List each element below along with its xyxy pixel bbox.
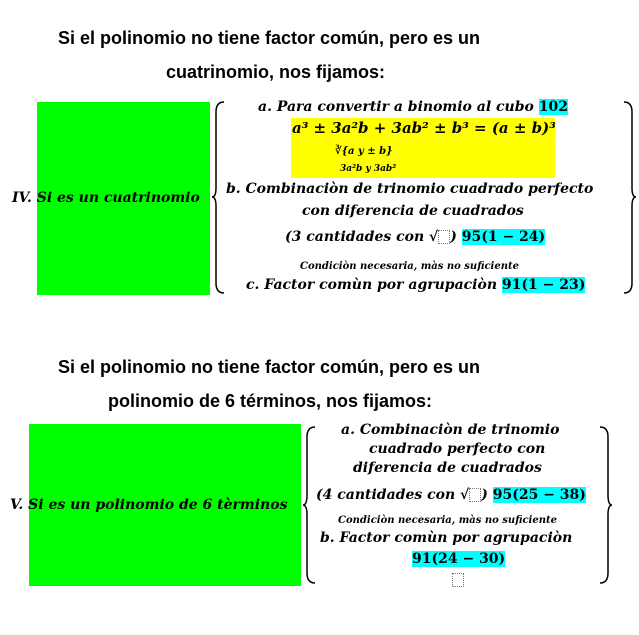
section2-item-a3: diferencia de cuadrados [353,460,542,476]
section1-left-brace [212,100,226,295]
section1-item-b2: con diferencia de cuadrados [302,203,524,219]
section1-expr-sub2: 3a²b y 3ab² [340,164,397,174]
section1-heading-line2: cuatrinomio, nos fijamos: [166,62,386,82]
section1-cond: Condiciòn necesaria, màs no suficiente [300,261,519,272]
section2-label: V. Si es un polinomio de 6 tèrminos [10,497,288,513]
section2-cond: Condiciòn necesaria, màs no suficiente [338,515,557,526]
section2-left-brace [303,425,317,585]
section1-item-b3-line: (3 cantidades con √ ) 95(1 − 24) [285,229,546,245]
section2-item-b: b. Factor comùn por agrupaciòn [320,530,573,546]
section1-item-b-page: 95(1 − 24) [461,229,546,245]
section1-heading-line1: Si el polinomio no tiene factor común, pero es un [58,28,481,48]
section2-item-a4-line: (4 cantidades con √ ) 95(25 − 38) [316,487,586,503]
section2-right-brace [598,425,612,585]
section1-right-brace [622,100,636,295]
placeholder-box [469,488,481,502]
section2-item-a2: cuadrado perfecto con [369,441,546,457]
section1-item-b1: b. Combinaciòn de trinomio cuadrado perfecto [226,181,594,197]
section1-item-a-page: 102 [538,99,568,115]
section1-expr-sub: ∛{a y ± b} [335,146,393,157]
section2-item-a1: a. Combinaciòn de trinomio [341,422,560,438]
section1-item-a: a. Para convertir a binomio al cubo 102 [258,99,568,115]
placeholder-box [438,230,450,244]
placeholder-box [452,573,464,587]
section2-heading-line1: Si el polinomio no tiene factor común, pero es un [58,357,481,377]
section2-item-b-page: 91(24 − 30) [412,551,506,567]
section2-item-a-page: 95(25 − 38) [492,487,586,503]
section1-expr-main: a³ ± 3a²b + 3ab² ± b³ = (a ± b)³ [292,119,556,137]
section1-item-c-page: 91(1 − 23) [501,277,586,293]
section1-label: IV. Si es un cuatrinomio [12,190,200,206]
section1-item-c-line: c. Factor comùn por agrupaciòn 91(1 − 23) [246,277,586,293]
section2-heading-line2: polinomio de 6 términos, nos fijamos: [108,391,433,411]
